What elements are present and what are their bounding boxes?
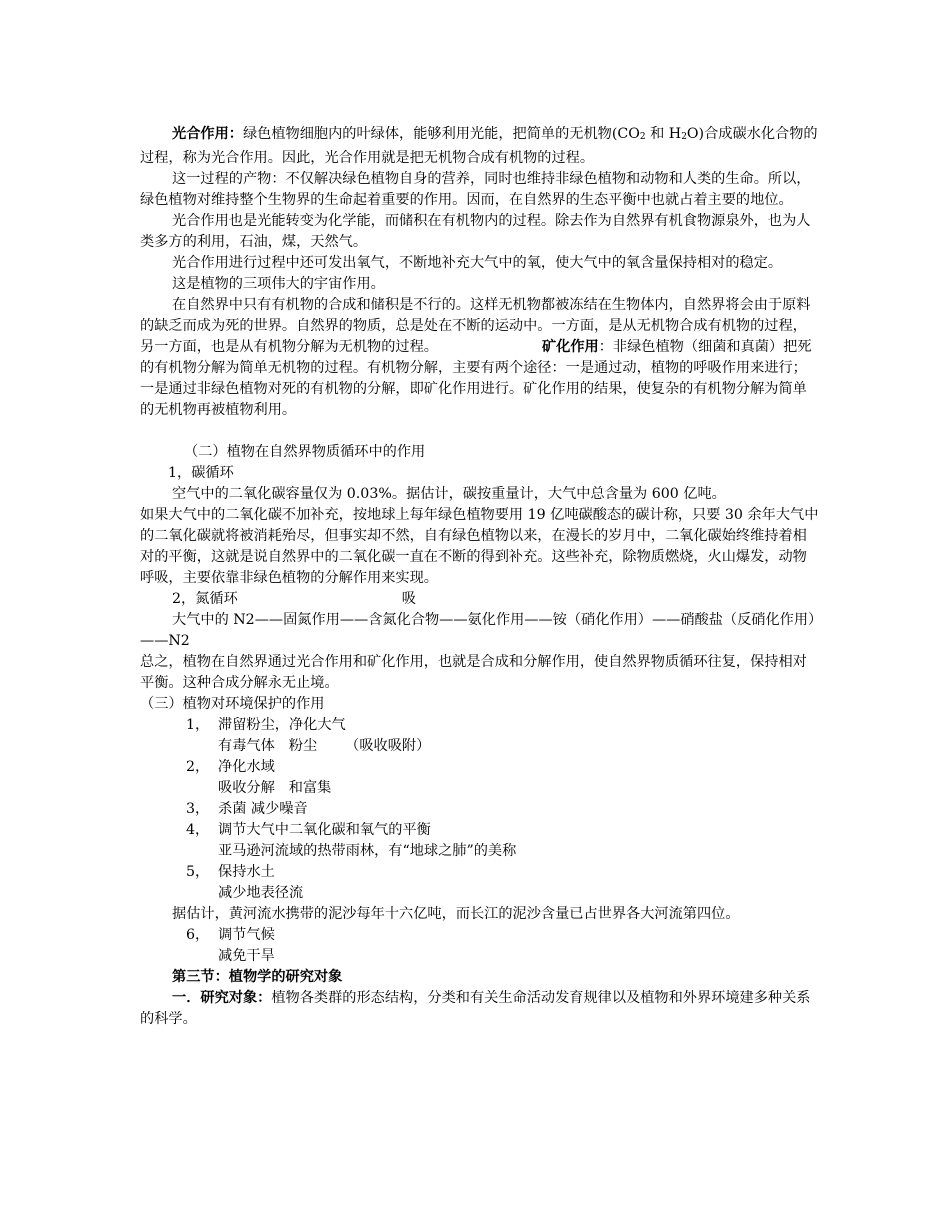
env-item-4-detail: 亚马逊河流域的热带雨林，有“地球之肺”的美称 xyxy=(218,843,517,859)
photosynthesis-term: 光合作用： xyxy=(172,126,243,142)
carbon-paragraph-2: 如果大气中的二氧化碳不加补充，按地球上每年绿色植物要用 19 亿吨碳酸态的碳计称，只要 30 余年大气中的二氧化碳就将被消耗殆尽，但事实却不然，自有绿色植物以来，在漫长的岁月中，二氧化碳始终维持着相对的平衡，这就是说自然界中的二氧化碳一直在不断的得到补充。这些补充，除物质燃烧，火山爆发，动物呼吸，主要依靠非绿色植物的分解作用来实现。 xyxy=(140,507,819,586)
section-heading-environment: （三）植物对环境保护的作用 xyxy=(140,696,325,712)
section-3-title: 第三节：植物学的研究对象 xyxy=(172,969,343,985)
absorb-note: 吸 xyxy=(401,591,416,607)
product-paragraph: 这一过程的产物：不仅解决绿色植物自身的营养，同时也维持非绿色植物和动物和人类的生命。所以，绿色植物对维持整个生物界的生命起着重要的作用。因而，在自然界的生态平衡中也就占着主要的地位。 xyxy=(140,171,811,208)
env-item-1-detail: 有毒气体 粉尘 （吸收吸附） xyxy=(218,738,431,754)
cosmic-role-paragraph: 这是植物的三项伟大的宇宙作用。 xyxy=(172,276,385,292)
env-item-5-detail: 减少地表径流 xyxy=(218,885,304,901)
nitrogen-cycle-heading: 2，氮循环 吸 xyxy=(140,589,820,610)
nitrogen-paragraph: 大气中的 N2——固氮作用——含氮化合物——氨化作用——铵（硝化作用）——硝酸盐（反硝化作用）——N2 xyxy=(140,612,816,649)
section-heading-cycle: （二）植物在自然界物质循环中的作用 xyxy=(184,444,426,460)
env-item-5: 5， 保持水土 xyxy=(186,864,275,880)
photosynthesis-paragraph: 光合作用：绿色植物细胞内的叶绿体，能够利用光能，把简单的无机物($CO_2$ 和 $H_2O$)合成碳水化合物的过程，称为光合作用。因此，光合作用就是把无机物合成有机物的过程。 xyxy=(140,126,818,166)
mineralization-term: 矿化作用 xyxy=(541,339,599,355)
env-item-3: 3， 杀菌 减少噪音 xyxy=(186,801,308,817)
mineralization-paragraph: 在自然界中只有有机物的合成和储积是不行的。这样无机物都被冻结在生物体内，自然界将会由于原料的缺乏而成为死的世界。自然界的物质，总是处在不断的运动中。一方面，是从无机物合成有机物的过程，另一方面，也是从有机物分解为无机物的过程。 矿化作用：非绿色植物（细菌和真菌）把死的有机物分解为简单无机物的过程。有机物分解，主要有两个途径：一是通过动，植物的呼吸作用来进行；一是通过非绿色植物对死的有机物的分解，即矿化作用进行。矿化作用的结果，使复杂的有机物分解为简单的无机物再被植物利用。 xyxy=(140,297,812,418)
document-page xyxy=(140,118,820,1030)
sediment-paragraph: 据估计，黄河流水携带的泥沙每年十六亿吨，而长江的泥沙含量已占世界各大河流第四位。 xyxy=(172,906,740,922)
summary-paragraph: 总之，植物在自然界通过光合作用和矿化作用，也就是合成和分解作用，使自然界物质循环往复，保持相对平衡。这种合成分解永无止境。 xyxy=(140,654,807,691)
research-object-label: 一．研究对象： xyxy=(172,990,272,1006)
env-item-4: 4， 调节大气中二氧化碳和氧气的平衡 xyxy=(186,822,431,838)
energy-paragraph: 光合作用也是光能转变为化学能，而储积在有机物内的过程。除去作为自然界有机食物源泉外，也为人类多方的利用，石油，煤，天然气。 xyxy=(140,213,811,250)
env-item-1: 1， 滞留粉尘，净化大气 xyxy=(186,717,346,733)
env-item-2: 2， 净化水域 xyxy=(186,759,275,775)
env-item-6-detail: 减免干旱 xyxy=(218,948,275,964)
env-item-6: 6， 调节气候 xyxy=(186,927,275,943)
carbon-paragraph-1: 空气中的二氧化碳容量仅为 0.03%。据估计，碳按重量计，大气中总含量为 600 亿吨。 xyxy=(172,486,726,502)
carbon-cycle-heading: 1，碳循环 xyxy=(168,465,234,481)
oxygen-paragraph: 光合作用进行过程中还可发出氧气，不断地补充大气中的氧，使大气中的氧含量保持相对的稳定。 xyxy=(172,255,783,271)
env-item-2-detail: 吸收分解 和富集 xyxy=(218,780,332,796)
research-object-paragraph: 一．研究对象：植物各类群的形态结构，分类和有关生命活动发育规律以及植物和外界环境建多种关系的科学。 xyxy=(140,990,811,1027)
